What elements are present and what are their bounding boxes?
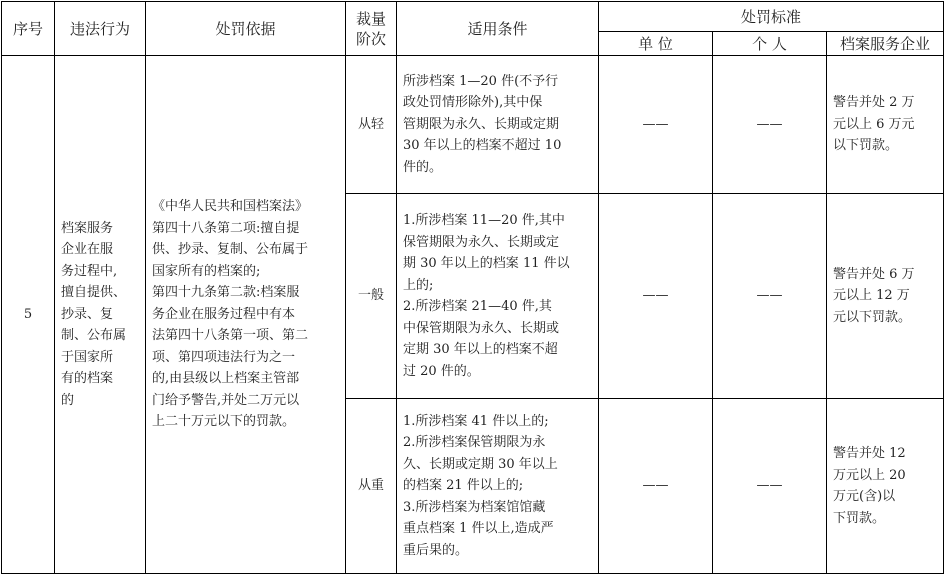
enterprise-line: 万元(含)以	[833, 489, 896, 504]
basis-cell	[146, 56, 346, 574]
enterprise-line: 万元以上 20	[833, 467, 906, 483]
condition-line: 30 年以上的档案不超过 10	[403, 138, 562, 154]
enterprise-line: 元以上 12 万	[833, 288, 910, 304]
condition-line: 的档案 21 件以上的;	[403, 478, 524, 494]
violation-line: 务过程中,	[61, 263, 118, 279]
violation-line: 于国家所	[61, 349, 114, 365]
header-individual: 个 人	[713, 32, 827, 56]
basis-line: 《中华人民共和国档案法》	[152, 199, 309, 215]
level-light: 从轻	[346, 56, 397, 194]
enterprise-line: 警告并处 12	[833, 446, 906, 461]
header-seq: 序号	[2, 2, 55, 56]
condition-line: 所涉档案 1—20 件(不予行	[403, 73, 559, 89]
individual-light: ——	[713, 56, 827, 194]
basis-line: 门给予警告,并处二万元以	[152, 392, 300, 408]
header-condition: 适用条件	[397, 2, 599, 56]
row-seq: 5	[2, 56, 55, 574]
basis-line: 第四十八条第二项:擅自提	[152, 220, 300, 236]
condition-line: 3.所涉档案为档案馆馆藏	[403, 499, 546, 515]
violation-line: 企业在服	[61, 242, 114, 258]
level-normal: 一般	[346, 194, 397, 399]
condition-light	[397, 56, 599, 194]
condition-line: 1.所涉档案 41 件以上的;	[403, 413, 549, 429]
basis-line: 第四十九条第二款:档案服	[152, 285, 300, 301]
condition-line: 中保管期限为永久、长期或	[403, 320, 560, 336]
condition-heavy	[397, 399, 599, 574]
penalty-standard-table	[1, 1, 944, 574]
basis-line: 务企业在服务过程中有本	[152, 306, 296, 322]
violation-line: 擅自提供、	[61, 285, 127, 301]
condition-line: 保管期限为永久、长期或定	[403, 234, 560, 250]
condition-line: 期 30 年以上的档案 11 件以	[403, 256, 570, 271]
enterprise-light	[827, 56, 944, 194]
enterprise-line: 警告并处 2 万	[833, 95, 915, 111]
violation-line: 制、公布属	[61, 328, 127, 344]
basis-line: 法第四十八条第一项、第二	[152, 328, 309, 344]
condition-line: 2.所涉档案 21—40 件,其	[403, 299, 552, 314]
violation-cell	[55, 56, 146, 574]
basis-line: 项、第四项违法行为之一	[152, 349, 296, 365]
individual-heavy: ——	[713, 399, 827, 574]
condition-line: 管期限为永久、长期或定期	[403, 116, 560, 132]
unit-heavy: ——	[599, 399, 713, 574]
header-level: 裁量阶次	[346, 2, 397, 56]
individual-normal: ——	[713, 194, 827, 399]
enterprise-normal	[827, 194, 944, 399]
unit-normal: ——	[599, 194, 713, 399]
basis-line: 上二十万元以下的罚款。	[152, 414, 296, 430]
condition-line: 2.所涉档案保管期限为永	[403, 435, 546, 451]
violation-line: 档案服务	[61, 220, 114, 236]
basis-line: 供、抄录、复制、公布属于	[152, 242, 309, 258]
condition-line: 重点档案 1 件以上,造成严	[403, 521, 554, 537]
enterprise-line: 警告并处 6 万	[833, 266, 915, 282]
enterprise-heavy	[827, 399, 944, 574]
condition-line: 政处罚情形除外),其中保	[403, 95, 543, 111]
violation-line: 有的档案	[61, 371, 114, 387]
header-standard: 处罚标准	[599, 2, 944, 32]
header-basis: 处罚依据	[146, 2, 346, 56]
condition-line: 过 20 件的。	[403, 363, 480, 379]
header-enterprise: 档案服务企业	[827, 32, 944, 56]
condition-line: 上的;	[403, 277, 434, 293]
level-heavy: 从重	[346, 399, 397, 574]
unit-light: ——	[599, 56, 713, 194]
enterprise-line: 下罚款。	[833, 510, 886, 526]
condition-line: 重后果的。	[403, 542, 469, 558]
violation-text	[61, 218, 139, 412]
basis-line: 的,由县级以上档案主管部	[152, 371, 300, 387]
condition-line: 定期 30 年以上的档案不超	[403, 342, 558, 357]
enterprise-line: 以下罚款。	[833, 138, 899, 154]
violation-line: 抄录、复	[61, 306, 114, 322]
header-violation: 违法行为	[55, 2, 146, 56]
condition-line: 久、长期或定期 30 年以上	[403, 456, 558, 472]
basis-text	[152, 196, 339, 433]
enterprise-line: 元以上 6 万元	[833, 116, 915, 132]
header-unit: 单 位	[599, 32, 713, 56]
violation-line: 的	[61, 392, 75, 408]
condition-line: 件的。	[403, 159, 443, 175]
condition-line: 1.所涉档案 11—20 件,其中	[403, 213, 565, 228]
enterprise-line: 元以下罚款。	[833, 309, 912, 325]
basis-line: 国家所有的档案的;	[152, 263, 261, 279]
condition-normal	[397, 194, 599, 399]
